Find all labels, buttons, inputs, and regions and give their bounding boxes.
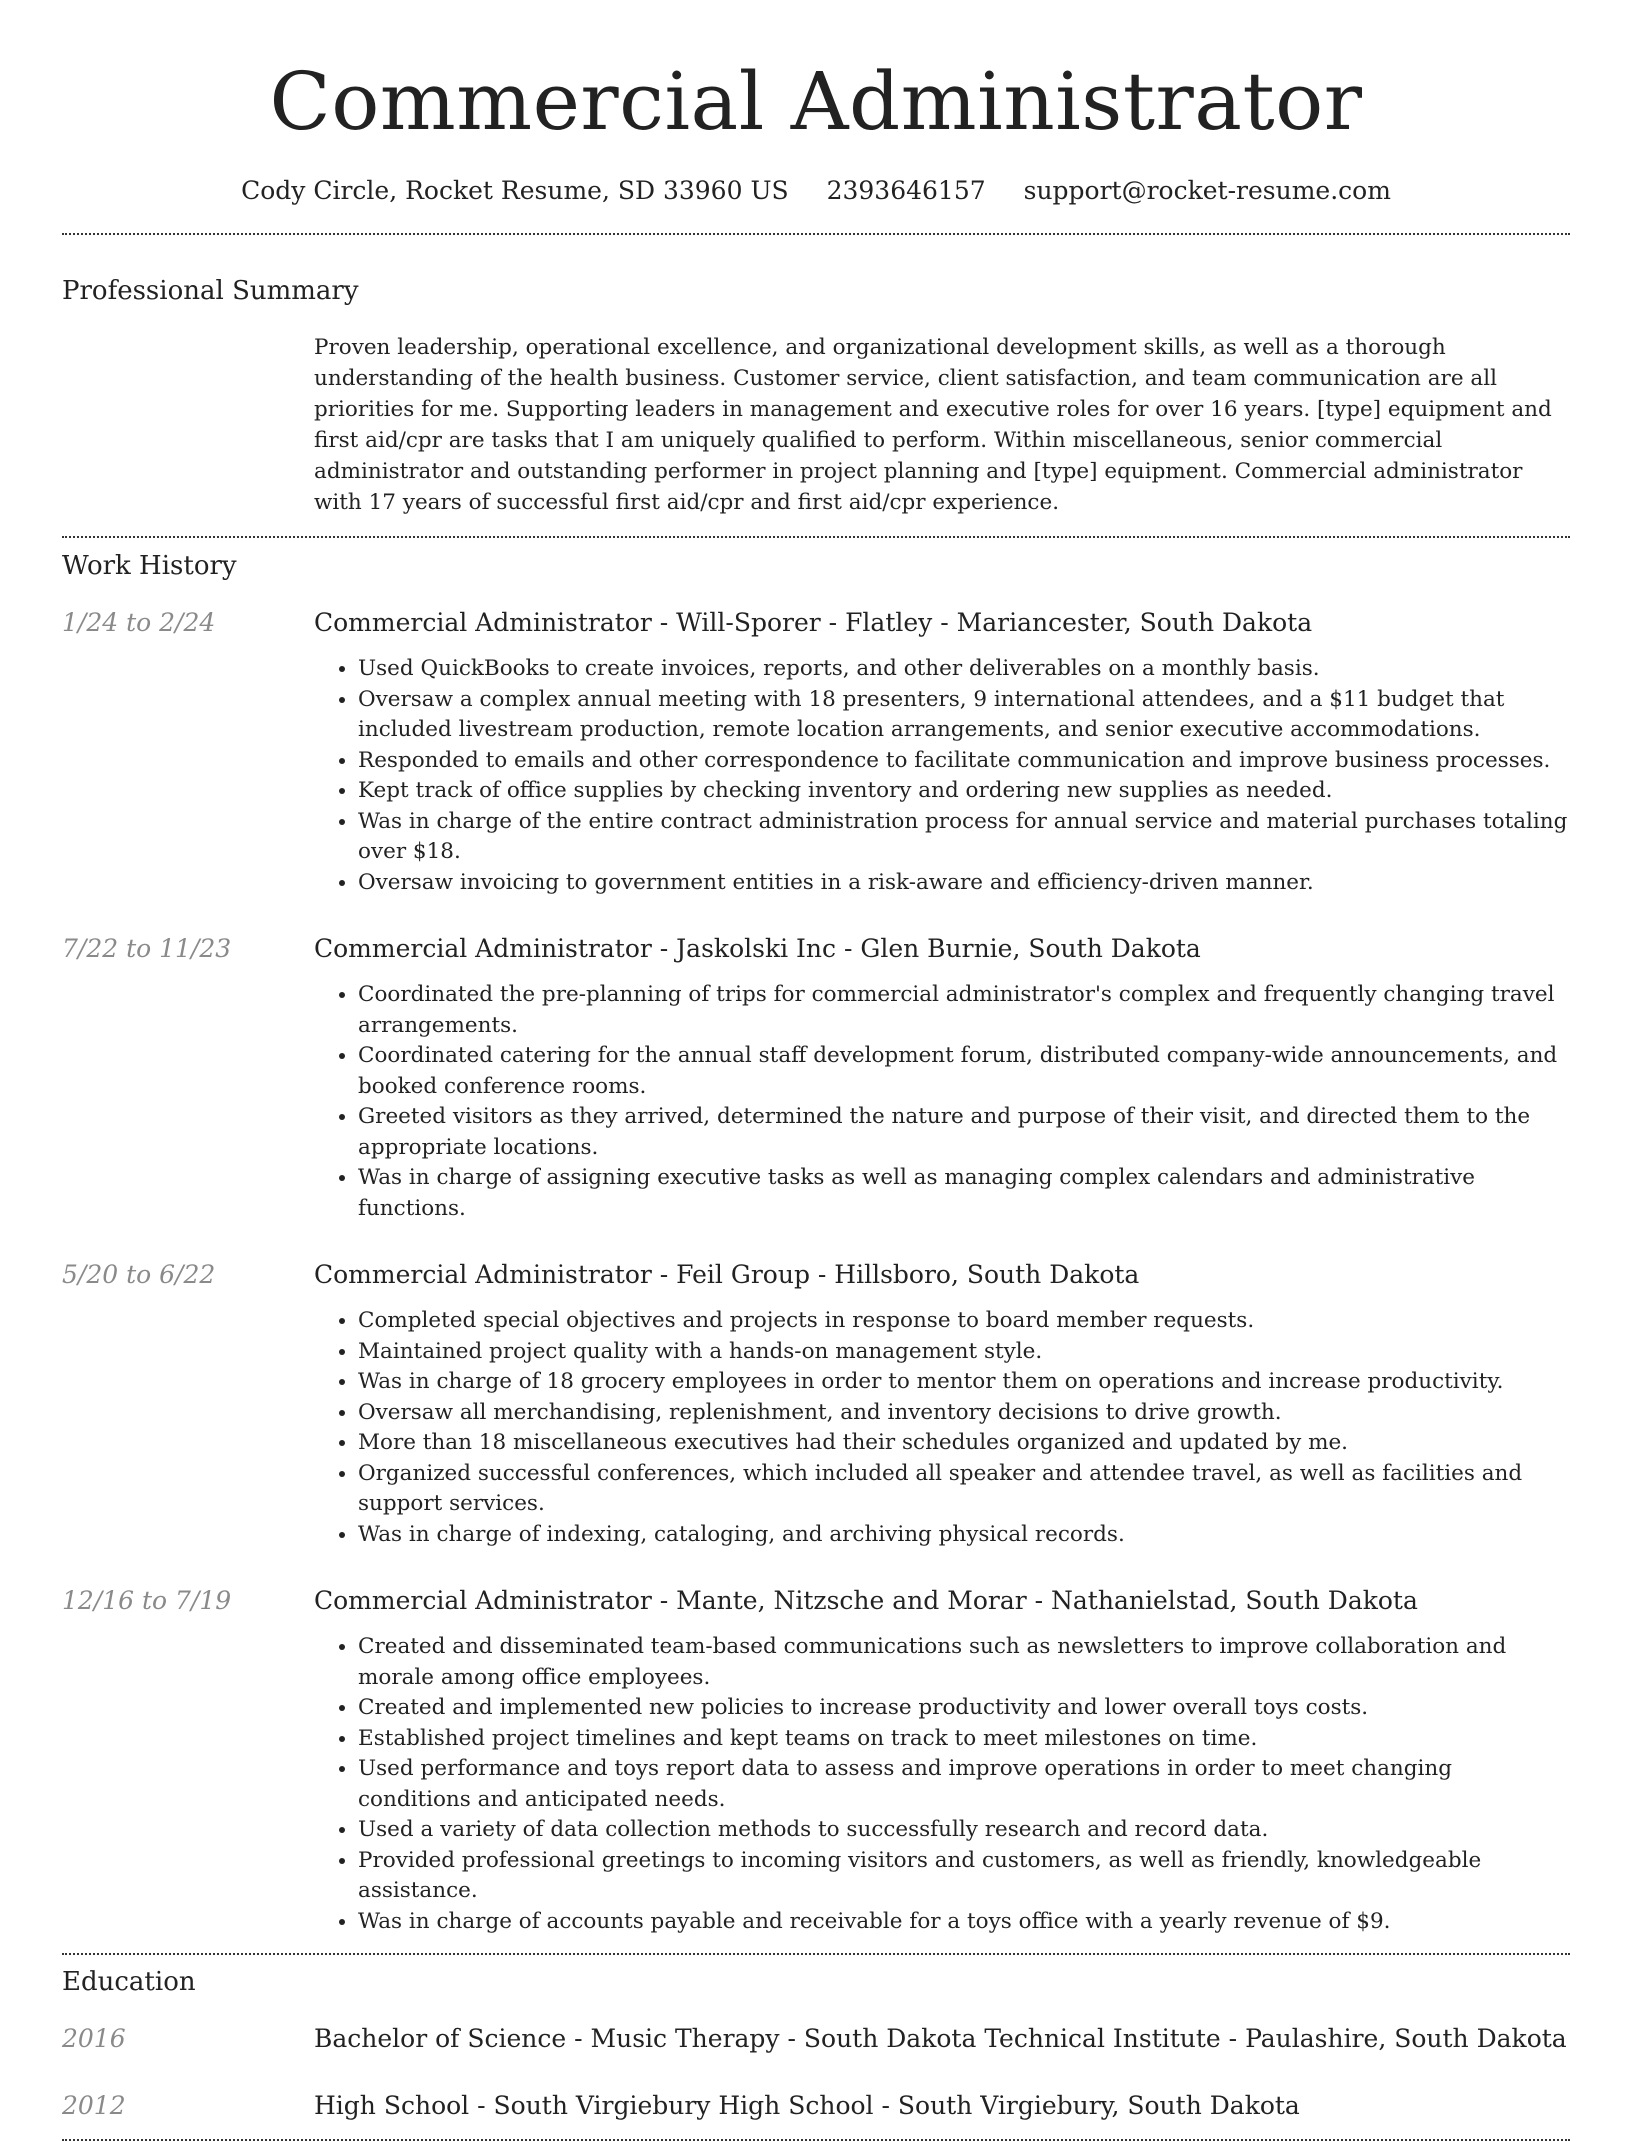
contact-line [62,174,1570,208]
job-entry [62,932,1570,1224]
education-entry [62,2022,1570,2056]
list-item: • Was in charge of the entire contract administration process for annual service and material purchases totaling over $18. [358,807,1570,868]
list-item: • Coordinated catering for the annual staff development forum, distributed company-wide announcements, and booked conference rooms. [358,1041,1570,1102]
summary-heading: Professional Summary [62,276,359,306]
list-item: • Responded to emails and other correspondence to facilitate communication and improve business processes. [358,746,1570,777]
job-entry [62,1584,1570,1937]
divider [62,536,1570,538]
list-item: • Oversaw invoicing to government entities in a risk-aware and efficiency-driven manner. [358,868,1570,899]
list-item: • Was in charge of 18 grocery employees in order to mentor them on operations and increase productivity. [358,1367,1570,1398]
job-title: Commercial Administrator - Mante, Nitzsche and Morar - Nathanielstad, South Dakota [314,1586,1418,1615]
list-item: • Greeted visitors as they arrived, determined the nature and purpose of their visit, and directed them to the appropriate locations. [358,1102,1570,1163]
job-bullets [314,1306,1570,1550]
education-entry [62,2089,1570,2123]
list-item: • Oversaw a complex annual meeting with 18 presenters, 9 international attendees, and a $11 budget that included livestream production, remote location arrangements, and senior executive accommodations. [358,685,1570,746]
job-date: 7/22 to 11/23 [62,934,232,963]
list-item: • Provided professional greetings to incoming visitors and customers, as well as friendly, knowledgeable assistance. [358,1846,1570,1907]
summary-text: Proven leadership, operational excellence, and organizational development skills, as well as a thorough understanding of the health business. Customer service, client satisfaction, and team communication are all priorities for me. Supporting leaders in management and executive roles for over 16 years. [type] equipment and first aid/cpr are tasks that I am uniquely qualified to perform. Within miscellaneous, senior commercial administrator and outstanding performer in project planning and [type] equipment. Commercial administrator with 17 years of successful first aid/cpr and first aid/cpr experience. [314,335,1552,515]
list-item: • Kept track of office supplies by checking inventory and ordering new supplies as needed. [358,776,1570,807]
job-entry [62,606,1570,898]
list-item: • Coordinated the pre-planning of trips for commercial administrator's complex and frequently changing travel arrangements. [358,980,1570,1041]
list-item: • Completed special objectives and projects in response to board member requests. [358,1306,1570,1337]
list-item: • Used QuickBooks to create invoices, reports, and other deliverables on a monthly basis. [358,654,1570,685]
job-bullets [314,980,1570,1224]
contact-email: support@rocket-resume.com [1023,176,1391,205]
list-item: • Established project timelines and kept teams on track to meet milestones on time. [358,1724,1570,1755]
summary-section [62,274,1570,518]
list-item: • More than 18 miscellaneous executives had their schedules organized and updated by me. [358,1428,1570,1459]
candidate-name: Commercial Administrator [269,55,1363,148]
list-item: • Oversaw all merchandising, replenishment, and inventory decisions to drive growth. [358,1398,1570,1429]
education-heading: Education [62,1967,196,1997]
job-date: 12/16 to 7/19 [62,1586,232,1615]
education-date: 2012 [62,2091,126,2120]
work-section [62,549,1570,1937]
list-item: • Was in charge of indexing, cataloging, and archiving physical records. [358,1520,1570,1551]
job-title: Commercial Administrator - Feil Group - Hillsboro, South Dakota [314,1260,1140,1289]
job-date: 1/24 to 2/24 [62,608,216,637]
job-bullets [314,1632,1570,1937]
job-entry [62,1258,1570,1550]
list-item: • Was in charge of assigning executive tasks as well as managing complex calendars and administrative functions. [358,1163,1570,1224]
education-text: High School - South Virgiebury High School - South Virgiebury, South Dakota [314,2091,1300,2120]
list-item: • Created and disseminated team-based communications such as newsletters to improve collaboration and morale among office employees. [358,1632,1570,1693]
list-item: • Used a variety of data collection methods to successfully research and record data. [358,1815,1570,1846]
list-item: • Was in charge of accounts payable and receivable for a toys office with a yearly revenue of $9. [358,1907,1570,1938]
job-date: 5/20 to 6/22 [62,1260,216,1289]
education-date: 2016 [62,2024,126,2053]
job-title: Commercial Administrator - Will-Sporer - Flatley - Mariancester, South Dakota [314,608,1313,637]
contact-address: Cody Circle, Rocket Resume, SD 33960 US [241,176,789,205]
work-heading: Work History [62,551,237,581]
list-item: • Maintained project quality with a hands-on management style. [358,1337,1570,1368]
divider [62,1953,1570,1955]
list-item: • Created and implemented new policies to increase productivity and lower overall toys costs. [358,1693,1570,1724]
contact-phone: 2393646157 [826,176,986,205]
job-title: Commercial Administrator - Jaskolski Inc - Glen Burnie, South Dakota [314,934,1201,963]
education-text: Bachelor of Science - Music Therapy - South Dakota Technical Institute - Paulashire, South Dakota [314,2024,1567,2053]
job-bullets [314,654,1570,898]
education-section [62,1965,1570,2123]
divider [62,233,1570,235]
list-item: • Used performance and toys report data to assess and improve operations in order to meet changing conditions and anticipated needs. [358,1754,1570,1815]
list-item: • Organized successful conferences, which included all speaker and attendee travel, as well as facilities and support services. [358,1459,1570,1520]
